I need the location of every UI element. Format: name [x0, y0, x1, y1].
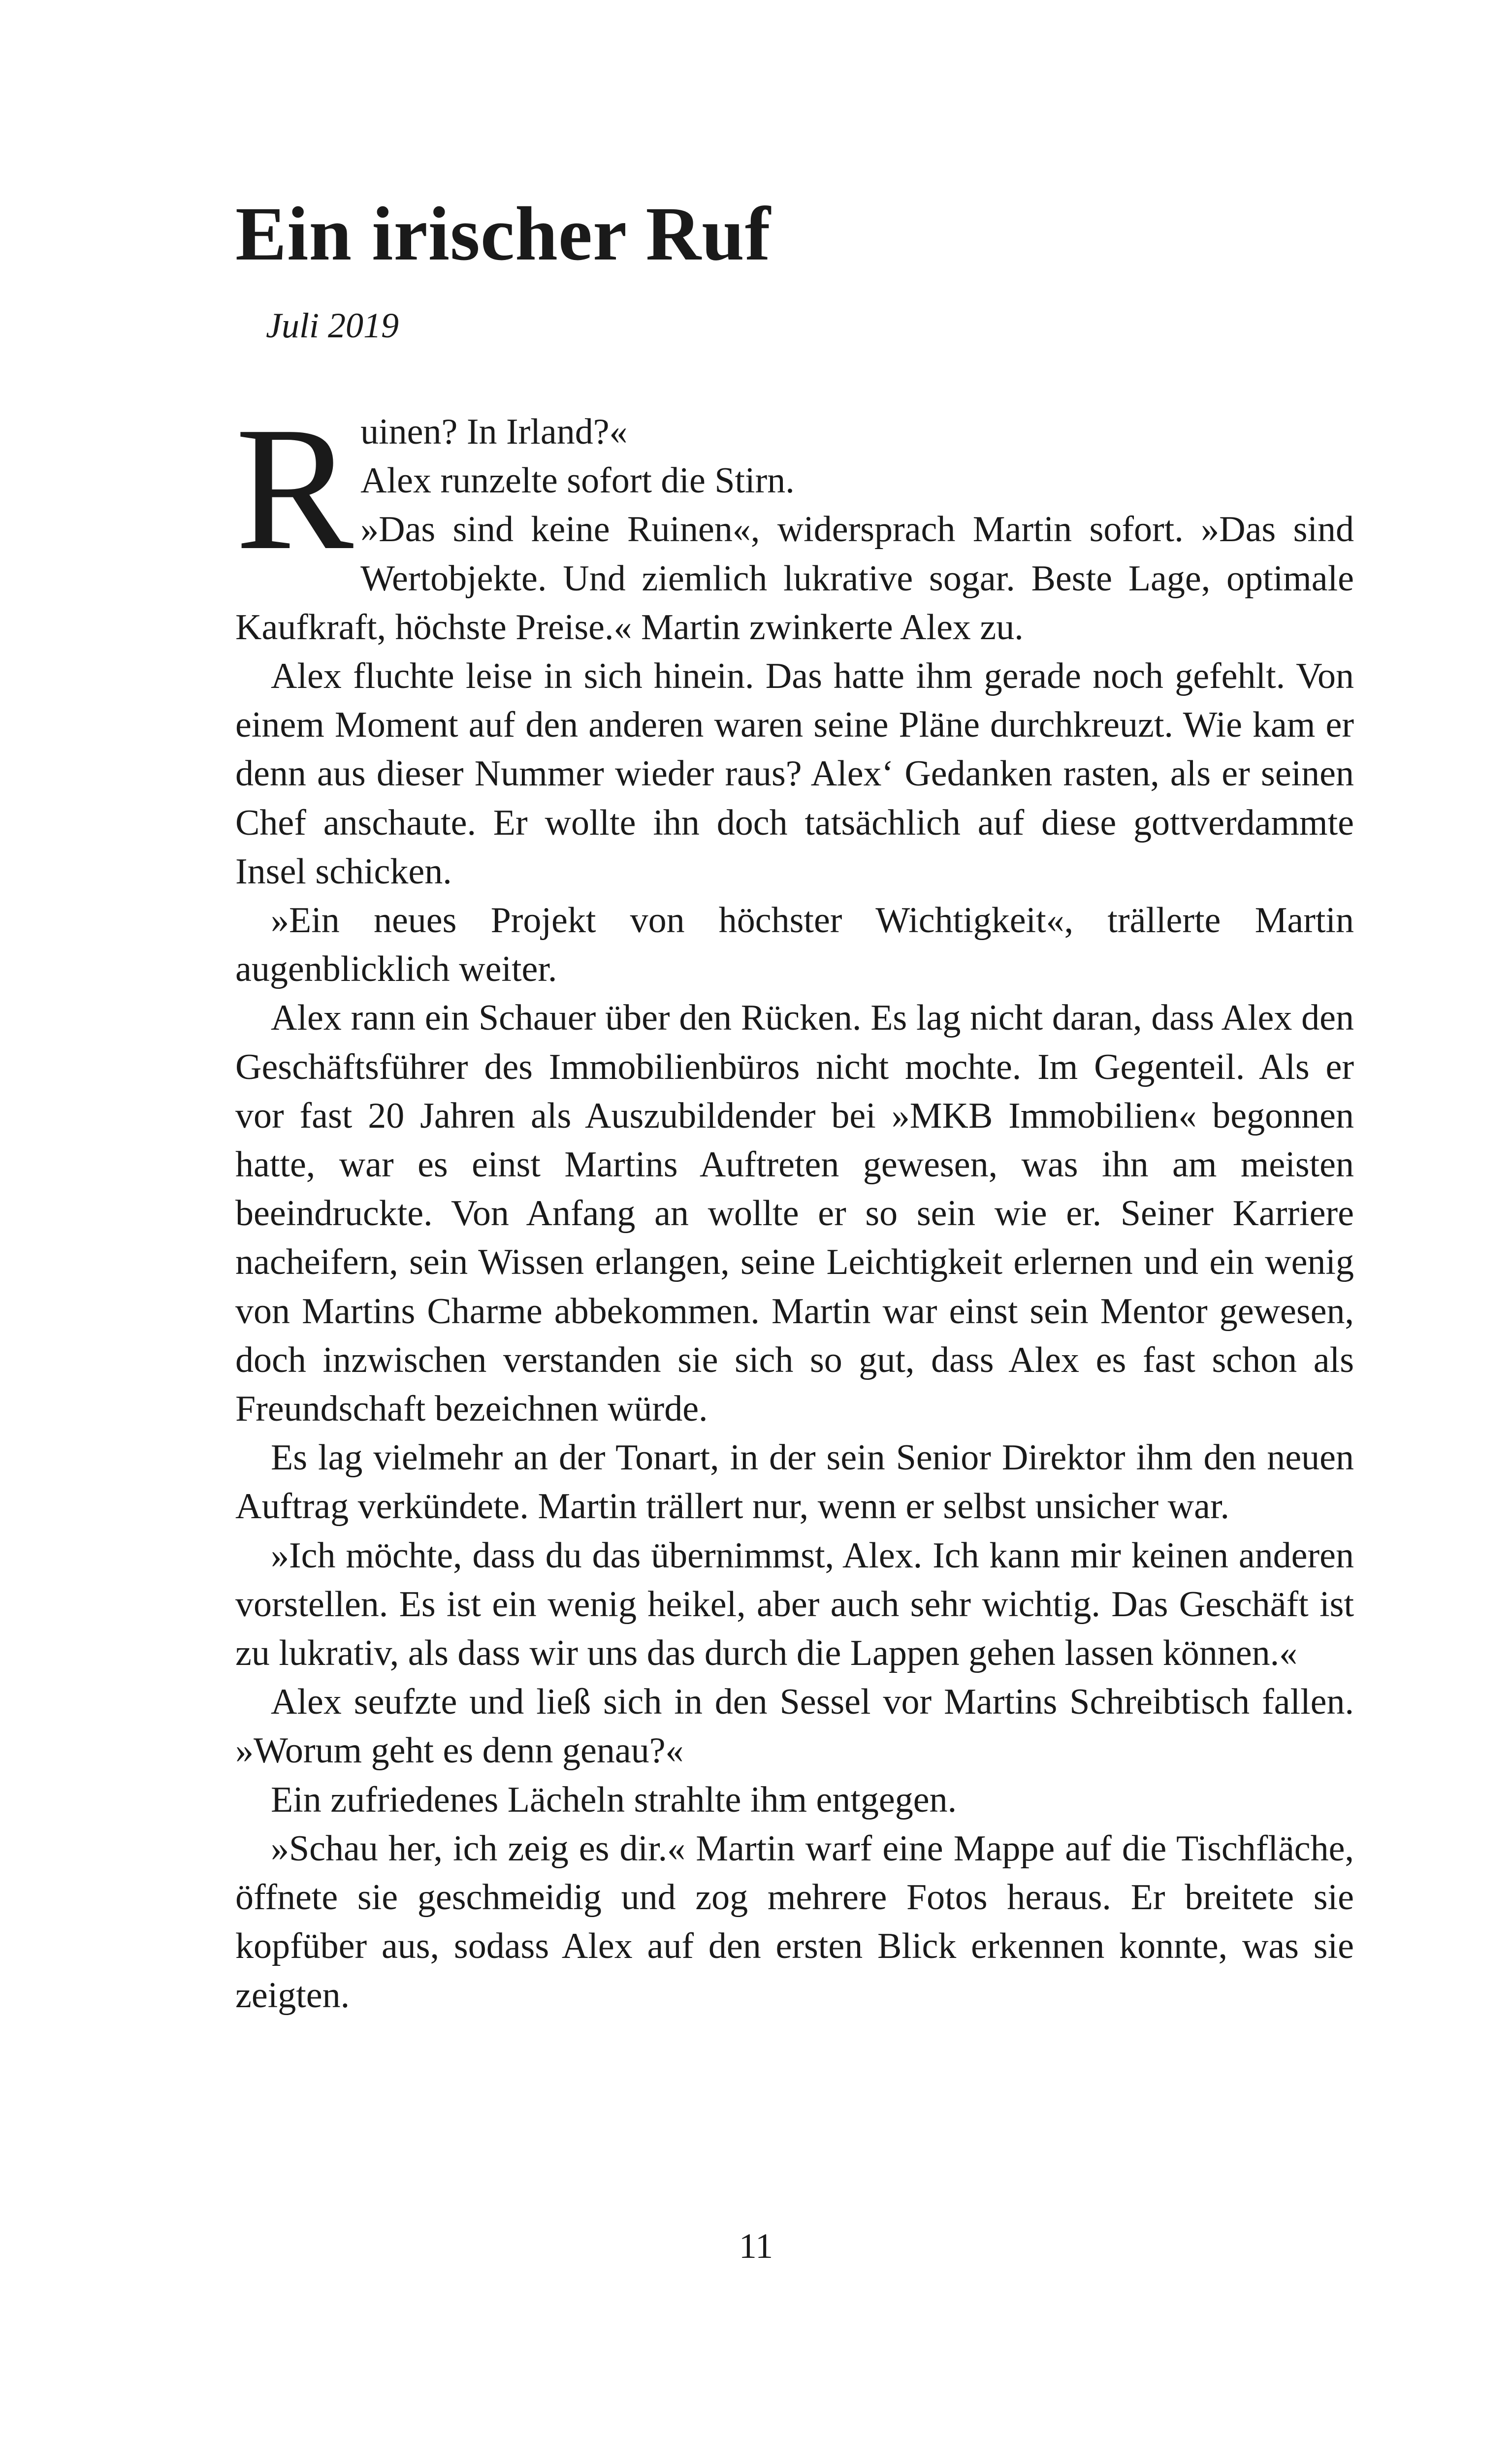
paragraph: »Schau her, ich zeig es dir.« Martin warf eine Mappe auf die Tischfläche, öffnete sie geschmeidig und zog mehrere Fotos heraus. Er breitete sie kopfüber aus, sodass Alex auf den ersten Blick erkennen konnte, was sie zeigten. [235, 1828, 1354, 2016]
paragraph: Alex rann ein Schauer über den Rücken. Es lag nicht daran, dass Alex den Geschäftsführer des Immobilienbüros nicht mochte. Im Gegenteil. Als er vor fast 20 Jahren als Auszubildender bei »MKB Immobilien« begonnen hatte, war es einst Martins Auftreten gewesen, was ihn am meisten beeindruckte. Von Anfang an wollte er so sein wie er. Seiner Karriere nacheifern, sein Wissen erlangen, seine Leichtigkeit erlernen und ein wenig von Martins Charme abbekommen. Martin war einst sein Mentor gewesen, doch inzwischen verstanden sie sich so gut, dass Alex es fast schon als Freundschaft bezeichnen würde. [235, 998, 1354, 1430]
paragraph: »Ich möchte, dass du das übernimmst, Alex. Ich kann mir keinen anderen vorstellen. Es ist ein wenig heikel, aber auch sehr wichtig. Das Geschäft ist zu lukrativ, als dass wir uns das durch die Lappen gehen lassen können.« [235, 1535, 1354, 1674]
page-number: 11 [739, 2226, 773, 2266]
chapter-title: Ein irischer Ruf [235, 191, 771, 276]
paragraph: Ein zufriedenes Lächeln strahlte ihm entgegen. [271, 1779, 957, 1820]
paragraph: Es lag vielmehr an der Tonart, in der sein Senior Direktor ihm den neuen Auftrag verkündete. Martin trällert nur, wenn er selbst unsicher war. [235, 1437, 1354, 1527]
drop-cap: R [235, 390, 354, 586]
paragraph: »Das sind keine Ruinen«, widersprach Martin sofort. »Das sind Wertobjekte. Und ziemlich lukrative sogar. Beste Lage, optimale Kaufkraft, höchste Preise.« Martin zwinkerte Alex zu. [235, 509, 1354, 648]
paragraph: »Ein neues Projekt von höchster Wichtigkeit«, trällerte Martin augenblicklich weiter. [235, 900, 1354, 990]
body-text [235, 390, 1354, 2020]
paragraph: uinen? In Irland?« [360, 412, 628, 452]
chapter-date: Juli 2019 [266, 306, 399, 345]
paragraph: Alex seufzte und ließ sich in den Sessel vor Martins Schreibtisch fallen. »Worum geht es denn genau?« [235, 1682, 1354, 1771]
paragraph: Alex fluchte leise in sich hinein. Das hatte ihm gerade noch gefehlt. Von einem Moment auf den anderen waren seine Pläne durchkreuzt. Wie kam er denn aus dieser Nummer wieder raus? Alex‘ Gedanken rasten, als er seinen Chef anschaute. Er wollte ihn doch tatsächlich auf diese gottverdammte Insel schicken. [235, 656, 1354, 892]
paragraph: Alex runzelte sofort die Stirn. [360, 460, 795, 501]
